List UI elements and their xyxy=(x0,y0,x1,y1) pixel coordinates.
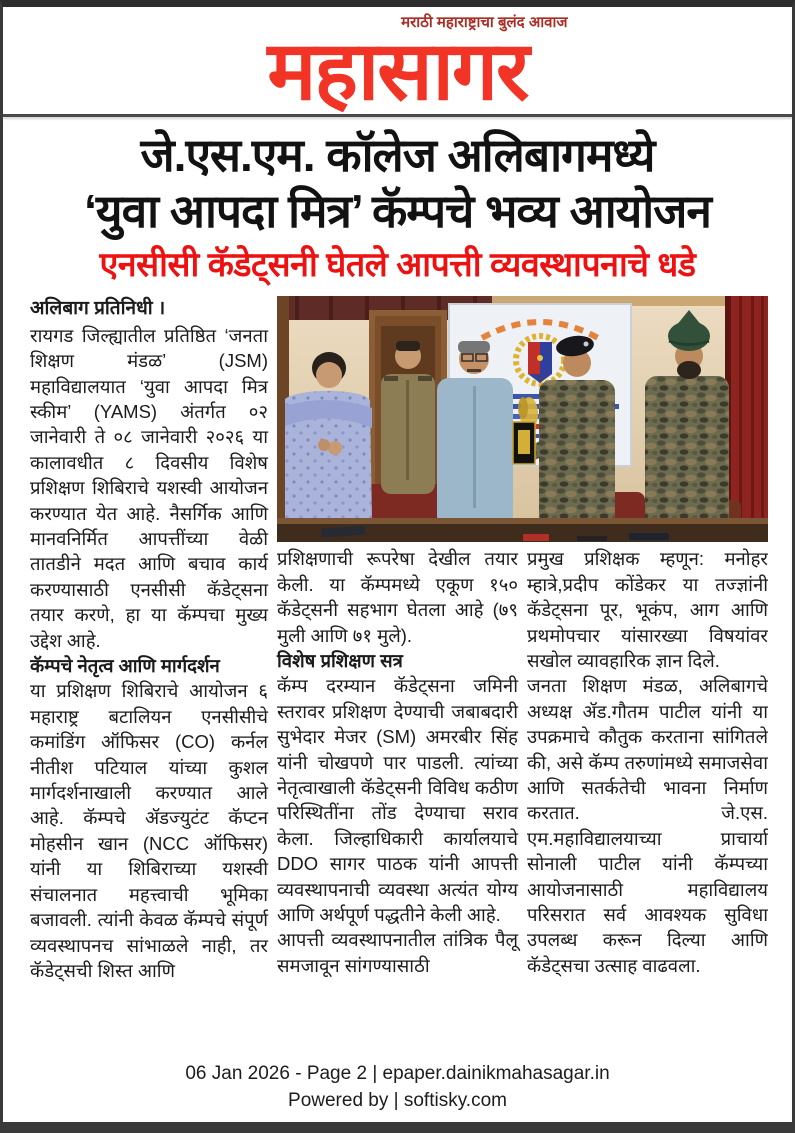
article-photo xyxy=(277,296,768,542)
headline-line1: जे.एस.एम. कॉलेज अलिबागमध्ये xyxy=(140,129,655,182)
photo-and-columns xyxy=(277,296,768,1048)
columns-2-3 xyxy=(277,546,768,978)
article-paragraph: आपत्ती व्यवस्थापनातील तांत्रिक पैलू समजावून सांगण्यासाठी xyxy=(277,929,518,976)
photo-phone xyxy=(629,533,669,540)
article-paragraph: जनता शिक्षण मंडळ, अलिबागचे अध्यक्ष ॲड.गौतम पाटील यांनी या उपक्रमाचे कौतुक करताना सांगितले की, असे कॅम्प तरुणांमध्ये समाजसेवा आणि सतर्कतेची भावना निर्माण करतात. जे.एस. एम.महाविद्यालयाच्या प्राचार्या सोनाली पाटील यांनी कॅम्पच्या आयोजनासाठी महाविद्यालय परिसरात सर्व आवश्यक सुविधा उपलब्ध करून दिल्या आणि कॅडेट्सचा उत्साह वाढवला. xyxy=(527,675,768,976)
article-paragraph: या प्रशिक्षण शिबिराचे आयोजन ६ महाराष्ट्र बटालियन एनसीसीचे कमांडिंग ऑफिसर (CO) कर्नल नीतीश पटियाल यांच्या कुशल मार्गदर्शनाखाली करण्यात आले आहे. कॅम्पचे ॲडज्युटंट कॅप्टन मोहसीन खान (NCC ऑफिसर) यांनी या शिबिराच्या यशस्वी संचालनात महत्त्वाची भूमिका बजावली. त्यांनी केवळ कॅम्पचे संपूर्ण व्यवस्थापनच सांभाळले नाही, तर कॅडेट्सची शिस्त आणि xyxy=(30,680,268,981)
article-paragraph: कॅम्प दरम्यान कॅडेट्सना जमिनी स्तरावर प्रशिक्षण देण्याची जबाबदारी सुभेदार मेजर (SM) अमरबीर सिंह यांनी चोखपणे पार पाडली. त्यांच्या नेतृत्वाखाली कॅडेट्सनी विविध कठीण परिस्थितींना तोंड देण्याचा सराव केला. जिल्हाधिकारी कार्यालयाचे DDO सागर पाठक यांनी आपत्ती व्यवस्थापनाची व्यवस्था अत्यंत योग्य आणि अर्थपूर्ण पद्धतीने केली आहे. xyxy=(277,675,518,926)
column-2 xyxy=(277,546,518,978)
article-subheadline: एनसीसी कॅडेट्सनी घेतले आपत्ती व्यवस्थापनाचे धडे xyxy=(99,246,696,285)
column-1 xyxy=(30,296,268,1048)
photo-table xyxy=(277,518,768,542)
article-headline xyxy=(3,117,792,239)
masthead xyxy=(3,7,792,117)
article-paragraph: प्रशिक्षणाची रूपरेषा देखील तयार केली. या कॅम्पमध्ये एकूण १५० कॅडेट्सनी सहभाग घेतला आहे (७९ मुली आणि ७१ मुले). xyxy=(277,548,518,646)
footer-powered-by: Powered by | softisky.com xyxy=(288,1090,507,1111)
footer-date-page-url: 06 Jan 2026 - Page 2 | epaper.dainikmahasagar.in xyxy=(185,1063,610,1084)
article-byline: अलिबाग प्रतिनिधी । xyxy=(30,298,166,320)
headline-line2: ‘युवा आपदा मित्र’ कॅम्पचे भव्य आयोजन xyxy=(84,185,711,238)
masthead-tagline: मराठी महाराष्ट्राचा बुलंद आवाज xyxy=(401,14,568,31)
epaper-footer xyxy=(3,1057,792,1116)
masthead-title: महासागर xyxy=(267,26,528,117)
article-paragraph: प्रमुख प्रशिक्षक म्हणून: मनोहर म्हात्रे,प्रदीप कोंडेकर या तज्ज्ञांनी कॅडेट्सना पूर, भूकंप, आग आणि प्रथमोपचार यांसारख्या विषयांवर सखोल व्यावहारिक ज्ञान दिले. xyxy=(527,548,768,671)
article-paragraph: रायगड जिल्ह्यातील प्रतिष्ठित ‘जनता शिक्षण मंडळ’ (JSM) महाविद्यालयात ‘युवा आपदा मित्र स्कीम’ (YAMS) अंतर्गत ०२ जानेवारी ते ०८ जानेवारी २०२६ या कालावधीत ८ दिवसीय विशेष प्रशिक्षण शिबिराचे यशस्वी आयोजन करण्यात येत आहे. नैसर्गिक आणि मानवनिर्मित आपत्तींच्या वेळी तातडीने मदत आणि बचाव कार्य करण्यासाठी एनसीसी कॅडेट्सना तयार करणे, हा या कॅम्पचा मुख्य उद्देश आहे. xyxy=(30,324,268,651)
article-body xyxy=(30,296,768,1048)
section-subhead-training: विशेष प्रशिक्षण सत्र xyxy=(277,649,403,671)
section-subhead-leadership: कॅम्पचे नेतृत्व आणि मार्गदर्शन xyxy=(30,655,220,677)
column-3 xyxy=(527,546,768,978)
